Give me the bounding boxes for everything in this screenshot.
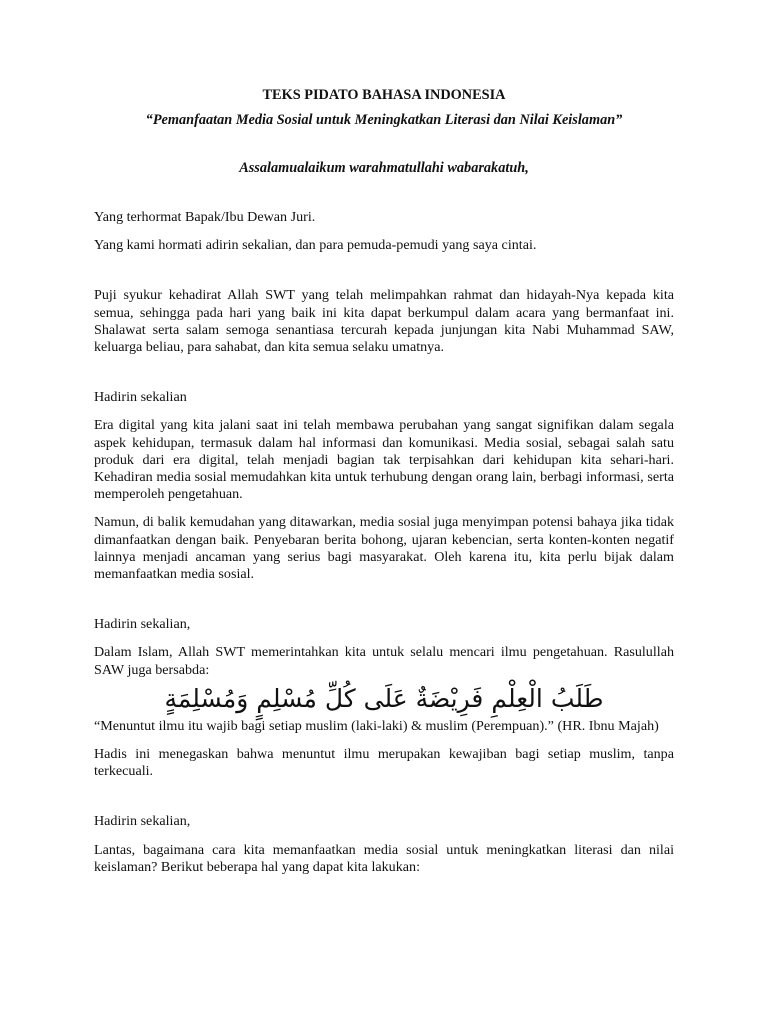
document-subtitle: “Pemanfaatan Media Sosial untuk Meningkatkan Literasi dan Nilai Keislaman” — [145, 112, 623, 128]
islam-paragraph: Dalam Islam, Allah SWT memerintahkan kita untuk selalu mencari ilmu pengetahuan. Rasulullah SAW juga bersabda: — [94, 644, 674, 678]
salam-opening: Assalamualaikum warahmatullahi wabarakatuh, — [239, 160, 529, 176]
hadith-arabic: طَلَبُ الْعِلْمِ فَرِيْضَةٌ عَلَى كُلِّ مُسْلِمٍ وَمُسْلِمَةٍ — [164, 683, 604, 713]
lantas-paragraph: Lantas, bagaimana cara kita memanfaatkan media sosial untuk meningkatkan literasi dan nilai keislaman? Berikut beberapa hal yang dapat kita lakukan: — [94, 841, 674, 875]
hadith-translation: “Menuntut ilmu itu wajib bagi setiap muslim (laki-laki) & muslim (Perempuan).” (HR. Ibnu Majah) — [94, 717, 659, 734]
hadirin-heading-1: Hadirin sekalian — [94, 389, 187, 406]
greeting-juri: Yang terhormat Bapak/Ibu Dewan Juri. — [94, 209, 316, 225]
digital-era-paragraph: Era digital yang kita jalani saat ini telah membawa perubahan yang sangat signifikan dalam segala aspek kehidupan, termasuk dalam hal informasi dan komunikasi. Media sosial, sebagai salah satu produk dari era digital, telah menjadi bagian tak terpisahkan dari kehidupan kita sehari-hari. Kehadiran media sosial memudahkan kita untuk terhubung dengan orang lain, berbagi informasi, serta memperoleh pengetahuan. — [94, 417, 674, 503]
document-content — [94, 86, 674, 876]
hadirin-heading-3: Hadirin sekalian, — [94, 813, 191, 830]
danger-paragraph: Namun, di balik kemudahan yang ditawarkan, media sosial juga menyimpan potensi bahaya jika tidak dimanfaatkan dengan baik. Penyebaran berita bohong, ujaran kebencian, serta konten-konten negatif lainnya menjadi ancaman yang serius bagi masyarakat. Oleh karena itu, kita perlu bijak dalam memanfaatkan media sosial. — [94, 514, 674, 583]
opening-paragraph: Puji syukur kehadirat Allah SWT yang telah melimpahkan rahmat dan hidayah-Nya kepada kita semua, sehingga pada hari yang baik ini kita dapat berkumpul dalam acara yang bermanfaat ini. Shalawat serta salam semoga senantiasa tercurah kepada junjungan kita Nabi Muhammad SAW, keluarga beliau, para sahabat, dan kita semua selaku umatnya. — [94, 287, 674, 356]
hadirin-heading-2: Hadirin sekalian, — [94, 616, 191, 633]
hadith-explanation: Hadis ini menegaskan bahwa menuntut ilmu merupakan kewajiban bagi setiap muslim, tanpa terkecuali. — [94, 746, 674, 780]
document-title: TEKS PIDATO BAHASA INDONESIA — [262, 87, 506, 103]
greeting-hadirin: Yang kami hormati adirin sekalian, dan para pemuda-pemudi yang saya cintai. — [94, 237, 537, 254]
